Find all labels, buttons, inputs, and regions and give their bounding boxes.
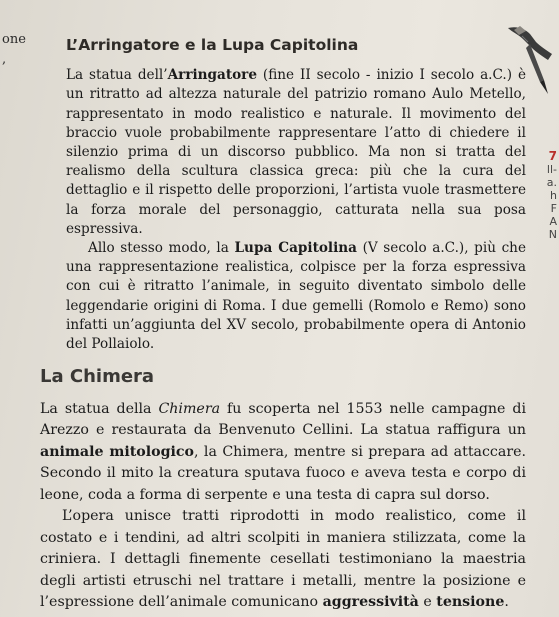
margin-fragment-line: a.: [546, 176, 557, 189]
bold-term: Lupa Capitolina: [234, 240, 357, 257]
paragraph-chimera-details: [40, 506, 526, 614]
paragraph-arringatore: [66, 66, 526, 239]
text-run: , la Chimera, mentre si prepara ad attaccare. Secondo il mito la creatura sputava fuoco e aveva testa e corpo di leone, coda a forma di serpente e una testa di capra sul dorso.: [40, 443, 527, 503]
paragraph-lupa: [66, 239, 526, 354]
text-run: e: [418, 594, 437, 610]
text-run: La statua dell’: [66, 67, 168, 84]
bold-term: animale mitologico: [40, 443, 195, 460]
bold-term: Arringatore: [167, 67, 257, 84]
section-arringatore: [66, 36, 526, 354]
text-run: (V secolo a.C.), più che una rappresentazione realistica, colpisce per la forza espressiva con cui è ritratto l’animale, in seguito diventato simbolo delle leggendarie origini di Roma. I due gemelli (Romolo e Remo) sono infatti un’aggiunta del XV secolo, probabilmente opera di Antonio del Pollaiolo.: [66, 240, 526, 353]
section-title: La Chimera: [40, 366, 155, 387]
right-margin-fragment: [539, 150, 557, 241]
text-run: Allo stesso modo, la: [88, 240, 235, 257]
text-run: L’opera unisce tratti riprodotti in modo realistico, come il costato e i tendini, ad altri scolpiti in maniera stilizzata, come la criniera. I dettagli finemente cesellati testimoniano la maestria degli artisti etruschi nel trattare i metalli, mentre la posizione e l’espressione dell’animale comunicano: [40, 508, 526, 610]
paragraph-chimera-intro: [40, 399, 526, 507]
margin-arrow-mark: 7: [548, 149, 557, 163]
italic-term: Chimera: [158, 400, 221, 417]
margin-fragment-line: ll-: [546, 163, 557, 176]
section-chimera: [40, 366, 526, 614]
bold-term: aggressività: [322, 594, 419, 610]
text-run: fu scoperta nel 1553 nelle campagne di Arezzo e restaurata da Benvenuto Cellini. La statua raffigura un: [40, 400, 526, 438]
left-margin-fragment: [2, 30, 26, 70]
section-title: L’Arringatore e la Lupa Capitolina: [66, 36, 359, 54]
text-run: (fine II secolo - inizio I secolo a.C.) è un ritratto ad altezza naturale del patrizio romano Aulo Metello, rappresentato in modo realistico e naturale. Il movimento del braccio vuole probabilmente rappresentare l’atto di chiedere il silenzio prima di un discorso pubblico. Ma non si tratta del realismo della scultura classica greca: più che la cura del dettaglio e il rispetto delle proporzioni, l’artista vuole trasmettere la forza morale del personaggio, catturata nella sua posa espressiva.: [66, 67, 526, 237]
bold-term: tensione: [436, 594, 505, 610]
left-margin-word: one: [2, 32, 26, 47]
text-run: .: [504, 594, 509, 610]
margin-fragment-line: A: [549, 215, 557, 228]
margin-fragment-line: F: [550, 202, 557, 215]
margin-fragment-line: h: [550, 189, 557, 202]
left-margin-mark: ,: [2, 52, 7, 67]
margin-fragment-line: N: [548, 228, 557, 241]
text-run: La statua della: [40, 400, 159, 417]
